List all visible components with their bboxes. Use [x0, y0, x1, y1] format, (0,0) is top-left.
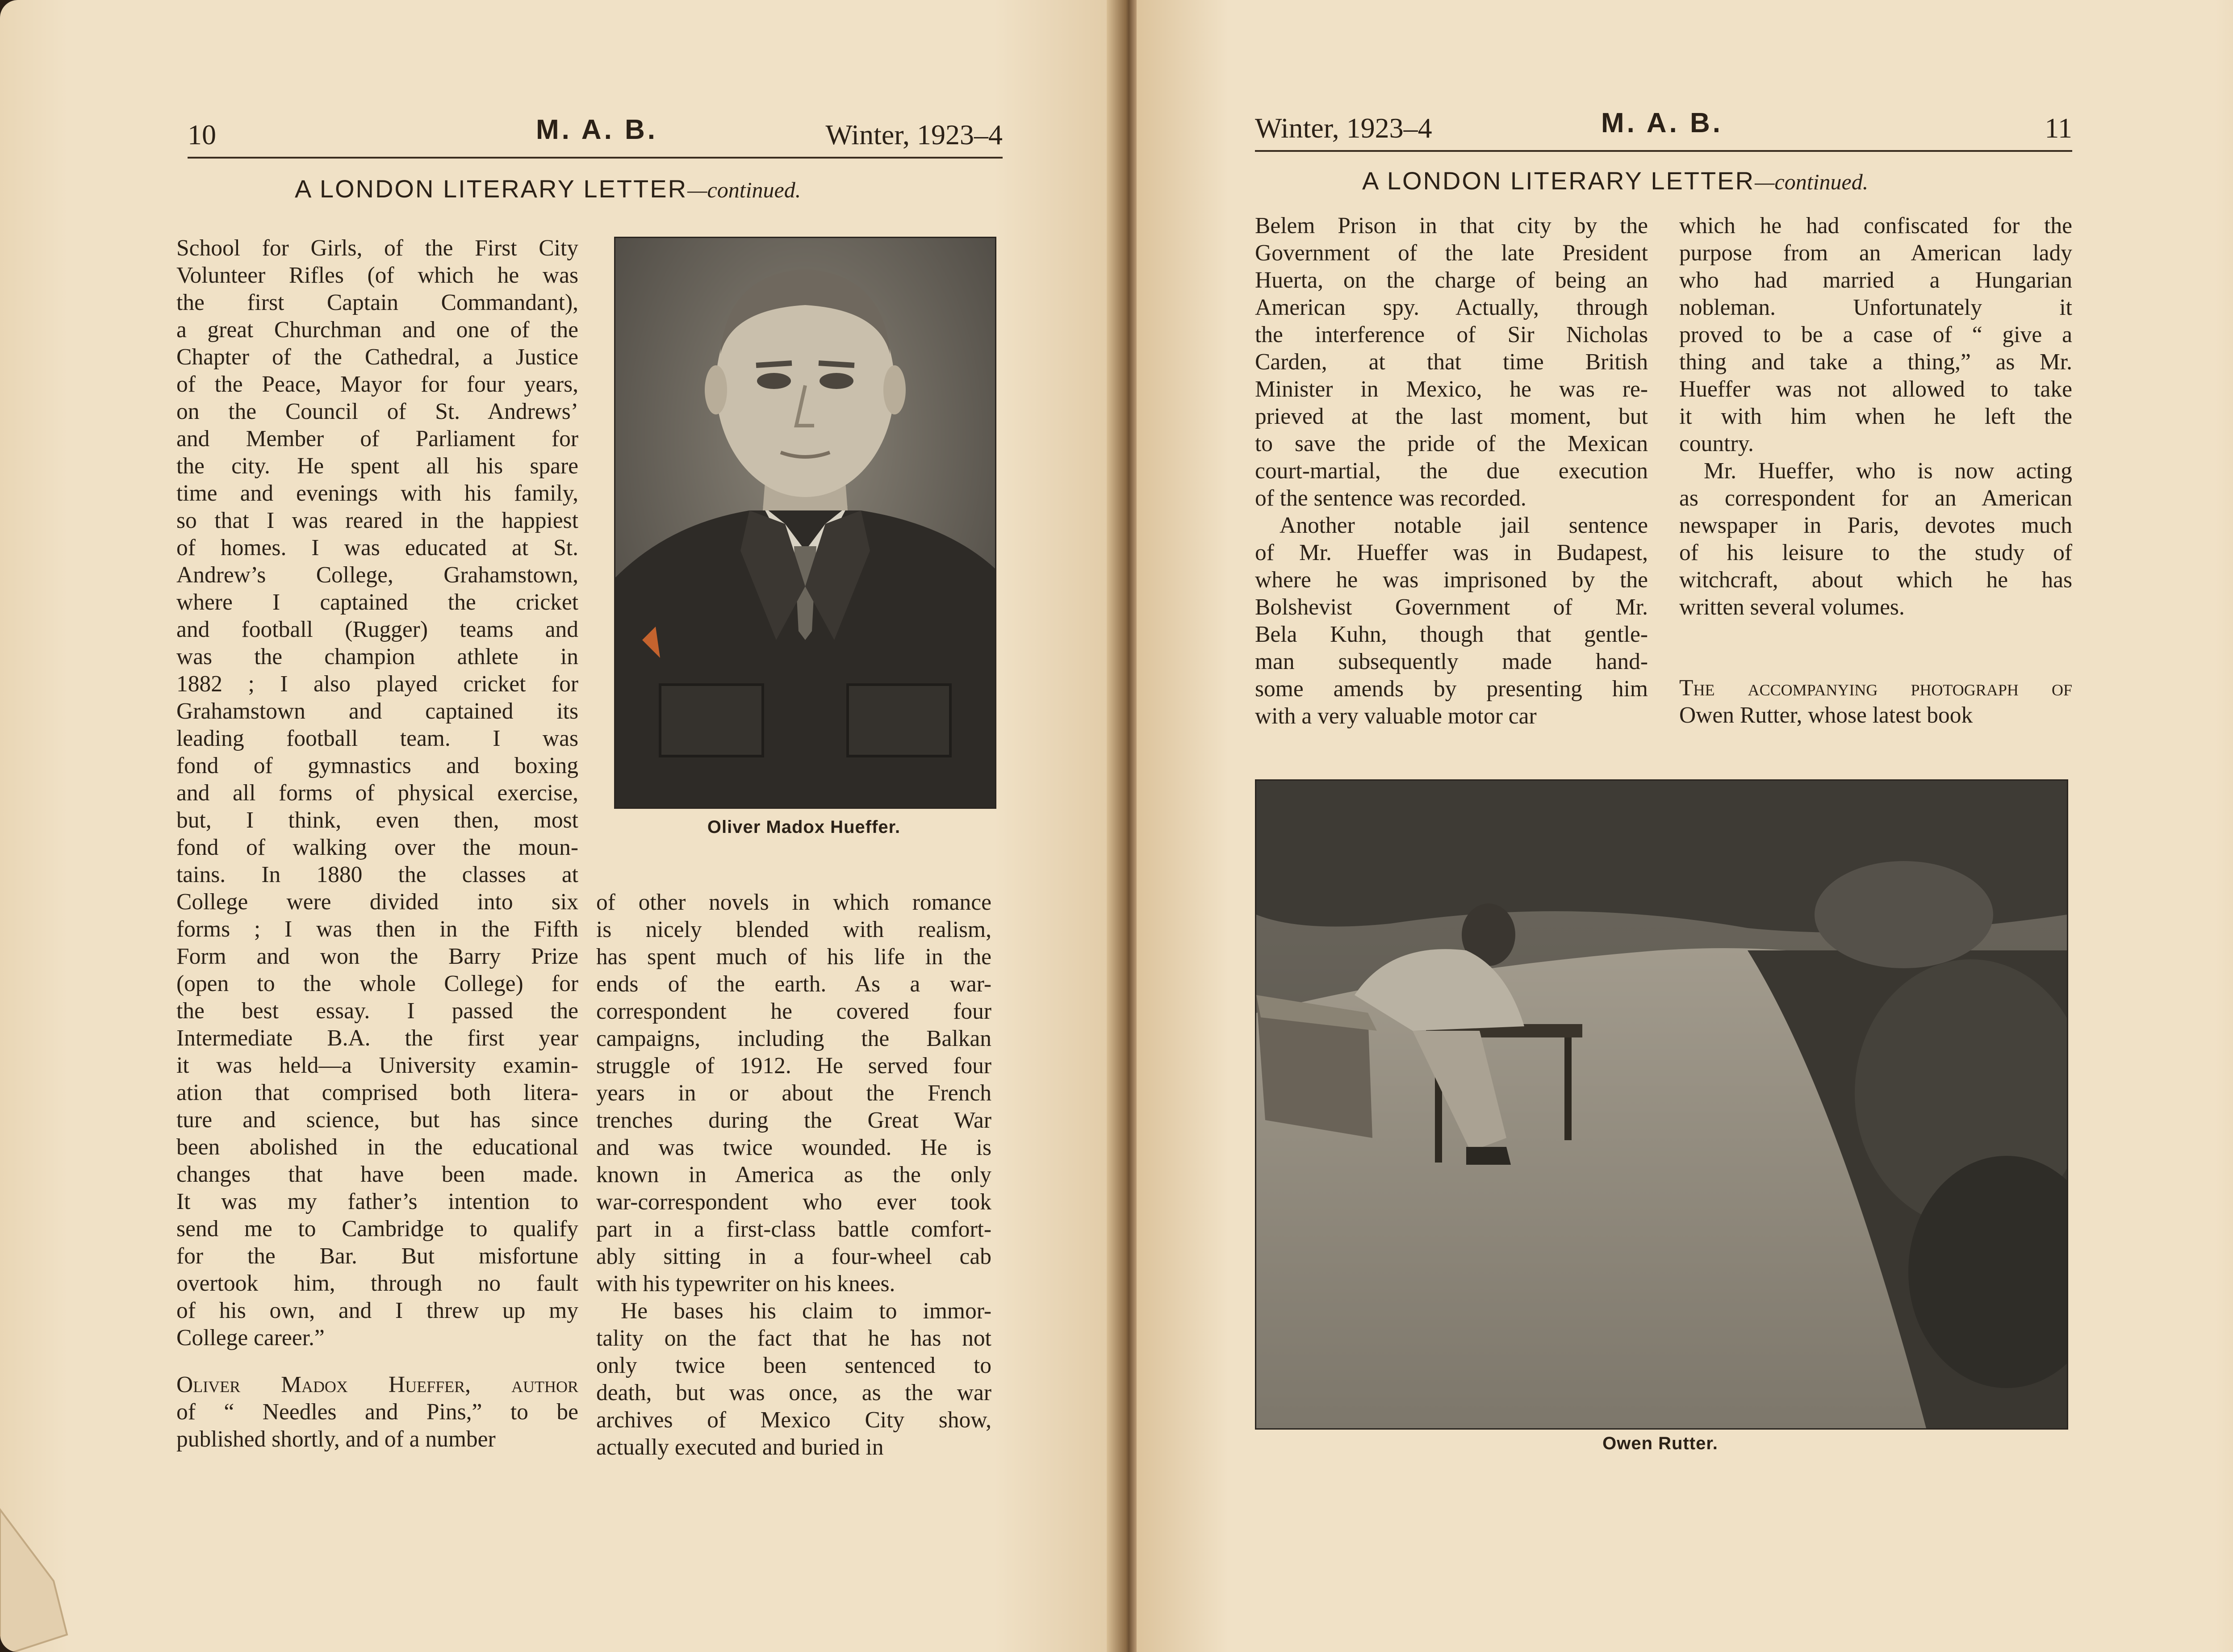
- text-line: of “ Needles and Pins,” to be: [176, 1399, 578, 1425]
- text-line: American spy. Actually, through: [1255, 295, 1648, 320]
- magazine-title: M. A. B.: [1601, 108, 1723, 138]
- text-line: Oliver Madox Hueffer, author: [176, 1372, 578, 1397]
- text-line: Government of the late President: [1255, 240, 1648, 266]
- text-line: fond of walking over the moun-: [176, 835, 578, 860]
- text-line: time and evenings with his family,: [176, 481, 578, 506]
- text-line: been abolished in the educational: [176, 1134, 578, 1160]
- text-line: Carden, at that time British: [1255, 349, 1648, 375]
- text-line: proved to be a case of “ give a: [1679, 322, 2072, 347]
- text-line: the first Captain Commandant),: [176, 290, 578, 315]
- text-line: of homes. I was educated at St.: [176, 535, 578, 560]
- text-line: is nicely blended with realism,: [596, 917, 991, 942]
- section-title: [295, 174, 801, 203]
- garden-illustration: [1256, 781, 2067, 1428]
- text-line: for the Bar. But misfortune: [176, 1243, 578, 1269]
- text-line: correspondent he covered four: [596, 999, 991, 1024]
- text-line: and was twice wounded. He is: [596, 1135, 991, 1160]
- text-line: on the Council of St. Andrews’: [176, 399, 578, 424]
- garden-photo-caption: Owen Rutter.: [1602, 1434, 1718, 1453]
- text-line: of his own, and I threw up my: [176, 1298, 578, 1323]
- page-number: 11: [2045, 112, 2072, 144]
- text-line: Bela Kuhn, though that gentle-: [1255, 622, 1648, 647]
- text-line: College were divided into six: [176, 889, 578, 915]
- text-line: country.: [1679, 431, 1754, 456]
- text-line: tains. In 1880 the classes at: [176, 862, 578, 887]
- text-line: Huerta, on the charge of being an: [1255, 268, 1648, 293]
- text-line: newspaper in Paris, devotes much: [1679, 513, 2072, 538]
- text-line: thing and take a thing,” as Mr.: [1679, 349, 2072, 375]
- left-column-2: [596, 889, 991, 1461]
- section-title-text: A LONDON LITERARY LETTER: [1362, 167, 1755, 195]
- text-line: Belem Prison in that city by the: [1255, 213, 1648, 238]
- text-line: Owen Rutter, whose latest book: [1679, 703, 1973, 728]
- text-line: but, I think, even then, most: [176, 807, 578, 833]
- text-line: was the champion athlete in: [176, 644, 578, 669]
- left-column-1: [176, 234, 578, 1351]
- text-line: Grahamstown and captained its: [176, 698, 578, 724]
- text-line: The accompanying photograph of: [1679, 675, 2072, 701]
- left-running-head: [188, 114, 1003, 159]
- text-line: School for Girls, of the First City: [176, 235, 578, 261]
- text-line: ation that comprised both litera-: [176, 1080, 578, 1105]
- right-column-2b: [1679, 674, 2072, 729]
- text-line: Chapter of the Cathedral, a Justice: [176, 344, 578, 370]
- header-rule: [188, 157, 1003, 159]
- text-line: death, but was once, as the war: [596, 1380, 991, 1405]
- issue-season: Winter, 1923–4: [825, 119, 1003, 151]
- portrait-caption: Oliver Madox Hueffer.: [707, 817, 901, 837]
- text-line: a great Churchman and one of the: [176, 317, 578, 343]
- text-line: fond of gymnastics and boxing: [176, 753, 578, 778]
- text-line: known in America as the only: [596, 1162, 991, 1188]
- text-line: 1882 ; I also played cricket for: [176, 671, 578, 697]
- text-line: the interference of Sir Nicholas: [1255, 322, 1648, 347]
- section-continued: —continued.: [1755, 169, 1869, 194]
- text-line: and all forms of physical exercise,: [176, 780, 578, 806]
- text-line: campaigns, including the Balkan: [596, 1026, 991, 1051]
- text-line: struggle of 1912. He served four: [596, 1053, 991, 1079]
- right-column-1: [1255, 212, 1648, 730]
- text-line: ends of the earth. As a war-: [596, 971, 991, 997]
- text-line: which he had confiscated for the: [1679, 213, 2072, 238]
- text-line: Another notable jail sentence: [1280, 513, 1648, 538]
- portrait-photo: [614, 237, 996, 809]
- text-line: where I captained the cricket: [176, 590, 578, 615]
- text-line: it with him when he left the: [1679, 404, 2072, 429]
- text-line: purpose from an American lady: [1679, 240, 2072, 266]
- text-line: Hueffer was not allowed to take: [1679, 376, 2072, 402]
- text-line: It was my father’s intention to: [176, 1189, 578, 1214]
- text-line: archives of Mexico City show,: [596, 1407, 991, 1433]
- page-corner-crease: [0, 1451, 71, 1652]
- text-line: the city. He spent all his spare: [176, 453, 578, 479]
- text-line: tality on the fact that he has not: [596, 1326, 991, 1351]
- page-number: 10: [188, 119, 216, 151]
- text-line: ably sitting in a four-wheel cab: [596, 1244, 991, 1269]
- text-line: and Member of Parliament for: [176, 426, 578, 452]
- text-line: trenches during the Great War: [596, 1108, 991, 1133]
- text-line: Andrew’s College, Grahamstown,: [176, 562, 578, 588]
- text-line: Volunteer Rifles (of which he was: [176, 263, 578, 288]
- text-line: who had married a Hungarian: [1679, 268, 2072, 293]
- text-line: witchcraft, about which he has: [1679, 567, 2072, 593]
- section-title: [1362, 166, 1868, 195]
- text-line: prieved at the last moment, but: [1255, 404, 1648, 429]
- section-title-text: A LONDON LITERARY LETTER: [295, 175, 688, 203]
- text-line: with a very valuable motor car: [1255, 703, 1537, 729]
- text-line: written several volumes.: [1679, 594, 1905, 620]
- text-line: to save the pride of the Mexican: [1255, 431, 1648, 456]
- text-line: of Mr. Hueffer was in Budapest,: [1255, 540, 1648, 565]
- text-line: He bases his claim to immor-: [621, 1298, 991, 1324]
- text-line: with his typewriter on his knees.: [596, 1271, 895, 1297]
- text-line: so that I was reared in the happiest: [176, 508, 578, 533]
- text-line: only twice been sentenced to: [596, 1353, 991, 1378]
- right-running-head: [1255, 107, 2072, 152]
- text-line: part in a first-class battle comfort-: [596, 1217, 991, 1242]
- text-line: court-martial, the due execution: [1255, 458, 1648, 484]
- text-line: Form and won the Barry Prize: [176, 944, 578, 969]
- text-line: nobleman. Unfortunately it: [1679, 295, 2072, 320]
- text-line: actually executed and buried in: [596, 1435, 884, 1460]
- text-line: of other novels in which romance: [596, 890, 991, 915]
- issue-season: Winter, 1923–4: [1255, 112, 1432, 144]
- text-line: Intermediate B.A. the first year: [176, 1025, 578, 1051]
- section-continued: —continued.: [687, 177, 801, 202]
- magazine-title: M. A. B.: [536, 114, 658, 145]
- left-column-1b: [176, 1371, 578, 1453]
- text-line: ture and science, but has since: [176, 1107, 578, 1133]
- text-line: forms ; I was then in the Fifth: [176, 916, 578, 942]
- text-line: it was held—a University examin-: [176, 1053, 578, 1078]
- garden-photo: [1255, 779, 2068, 1430]
- text-line: overtook him, through no fault: [176, 1271, 578, 1296]
- text-line: changes that have been made.: [176, 1162, 578, 1187]
- text-line: as correspondent for an American: [1679, 485, 2072, 511]
- portrait-illustration: [615, 238, 995, 807]
- right-column-2: [1679, 212, 2072, 621]
- header-rule: [1255, 150, 2072, 152]
- text-line: of his leisure to the study of: [1679, 540, 2072, 565]
- text-line: the best essay. I passed the: [176, 998, 578, 1024]
- text-line: and football (Rugger) teams and: [176, 617, 578, 642]
- text-line: Minister in Mexico, he was re-: [1255, 376, 1648, 402]
- text-line: published shortly, and of a number: [176, 1426, 496, 1452]
- text-line: College career.”: [176, 1325, 325, 1351]
- right-page: [1137, 0, 2233, 1652]
- text-line: years in or about the French: [596, 1080, 991, 1106]
- text-line: send me to Cambridge to qualify: [176, 1216, 578, 1242]
- text-line: war-correspondent who ever took: [596, 1189, 991, 1215]
- text-line: where he was imprisoned by the: [1255, 567, 1648, 593]
- text-line: leading football team. I was: [176, 726, 578, 751]
- text-line: of the sentence was recorded.: [1255, 485, 1526, 511]
- text-line: Bolshevist Government of Mr.: [1255, 594, 1648, 620]
- text-line: of the Peace, Mayor for four years,: [176, 372, 578, 397]
- text-line: has spent much of his life in the: [596, 944, 991, 970]
- text-line: (open to the whole College) for: [176, 971, 578, 996]
- text-line: Mr. Hueffer, who is now acting: [1704, 458, 2072, 484]
- text-line: some amends by presenting him: [1255, 676, 1648, 702]
- text-line: man subsequently made hand-: [1255, 649, 1648, 674]
